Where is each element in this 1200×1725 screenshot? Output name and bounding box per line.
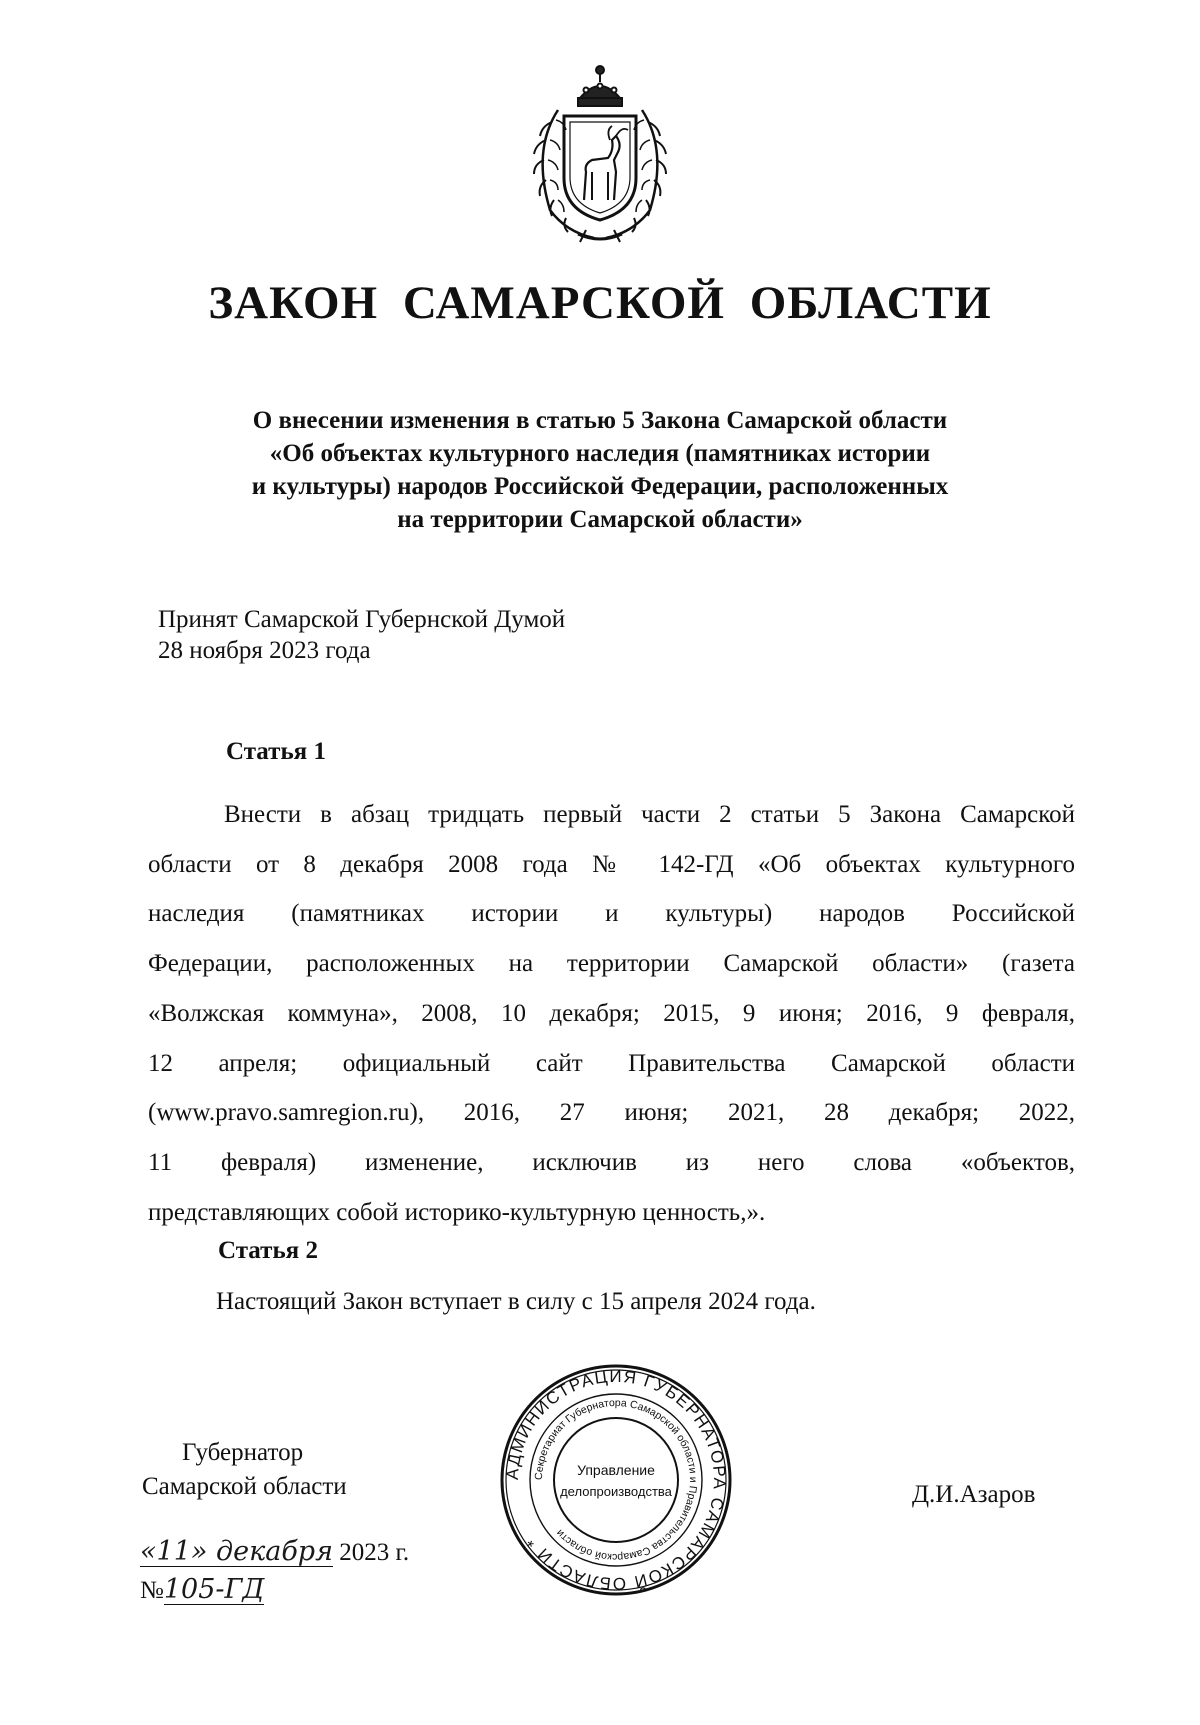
- governor-name: Д.И.Азаров: [912, 1481, 1036, 1508]
- adoption-body: Принят Самарской Губернской Думой: [158, 606, 566, 633]
- signing-date-handwritten: [140, 1538, 333, 1567]
- article-1-line: представляющих собой историко-культурную ценность,».: [148, 1198, 766, 1226]
- article-1-heading: Статья 1: [226, 738, 326, 765]
- date-year: 2023 г.: [339, 1539, 410, 1566]
- date-day: 11: [156, 1536, 191, 1567]
- quote-close: »: [190, 1536, 208, 1567]
- law-number: [140, 1576, 264, 1605]
- signatory-role-line: Губернатор: [182, 1439, 304, 1466]
- article-1-line: «Волжская коммуна», 2008, 10 декабря; 2015, 9 июня; 2016, 9 февраля,: [148, 999, 1075, 1027]
- law-title: ЗАКОН САМАРСКОЙ ОБЛАСТИ: [208, 277, 992, 329]
- law-subject-line: на территории Самарской области»: [397, 506, 803, 533]
- article-1-line: наследия (памятниках истории и культуры) народов Российской: [148, 900, 1075, 928]
- article-2-body: Настоящий Закон вступает в силу с 15 апреля 2024 года.: [216, 1288, 816, 1315]
- article-1-line: 11 февраля) изменение, исключив из него слова «объектов,: [148, 1148, 1075, 1176]
- article-1-line: Внести в абзац тридцать первый части 2 статьи 5 Закона Самарской: [224, 801, 1075, 828]
- article-1-line: области от 8 декабря 2008 года № 142-ГД «Об объектах культурного: [148, 850, 1075, 878]
- date-month: декабря: [216, 1536, 333, 1567]
- signing-date: [140, 1538, 409, 1567]
- law-subject-line: О внесении изменения в статью 5 Закона Самарской области: [252, 407, 948, 434]
- law-subject-line: «Об объектах культурного наследия (памятниках истории: [269, 440, 931, 467]
- article-1-line: 12 апреля; официальный сайт Правительства Самарской области: [148, 1049, 1075, 1077]
- stamp-center-line: Управление: [577, 1462, 655, 1478]
- article-1-line: (www.pravo.samregion.ru), 2016, 27 июня; 2021, 28 декабря; 2022,: [148, 1099, 1075, 1127]
- quote-open: «: [140, 1536, 157, 1567]
- official-stamp: [498, 1362, 734, 1598]
- coat-of-arms-emblem: [522, 60, 678, 246]
- article-1-body: [148, 790, 1075, 1237]
- law-subject-line: и культуры) народов Российской Федерации, расположенных: [251, 473, 949, 500]
- adoption-date: 28 ноября 2023 года: [158, 637, 371, 664]
- law-subject: [150, 404, 1050, 536]
- number-prefix: №: [140, 1577, 164, 1604]
- stamp-outer-text: АДМИНИСТРАЦИЯ ГУБЕРНАТОРА САМАРСКОЙ ОБЛАСТИ *: [502, 1366, 730, 1594]
- article-2-heading: Статья 2: [218, 1237, 318, 1264]
- stamp-inner-text: Секретариат Губернатора Самарской области и Правительства Самарской области: [532, 1396, 700, 1564]
- article-1-line: Федерации, расположенных на территории Самарской области» (газета: [148, 950, 1075, 978]
- signatory-role-line: Самарской области: [142, 1473, 347, 1500]
- signatory-role: [142, 1436, 347, 1504]
- number-handwritten: 105-ГД: [163, 1574, 265, 1605]
- stamp-center-line: делопроизводства: [560, 1484, 672, 1499]
- adoption-note: [158, 604, 565, 666]
